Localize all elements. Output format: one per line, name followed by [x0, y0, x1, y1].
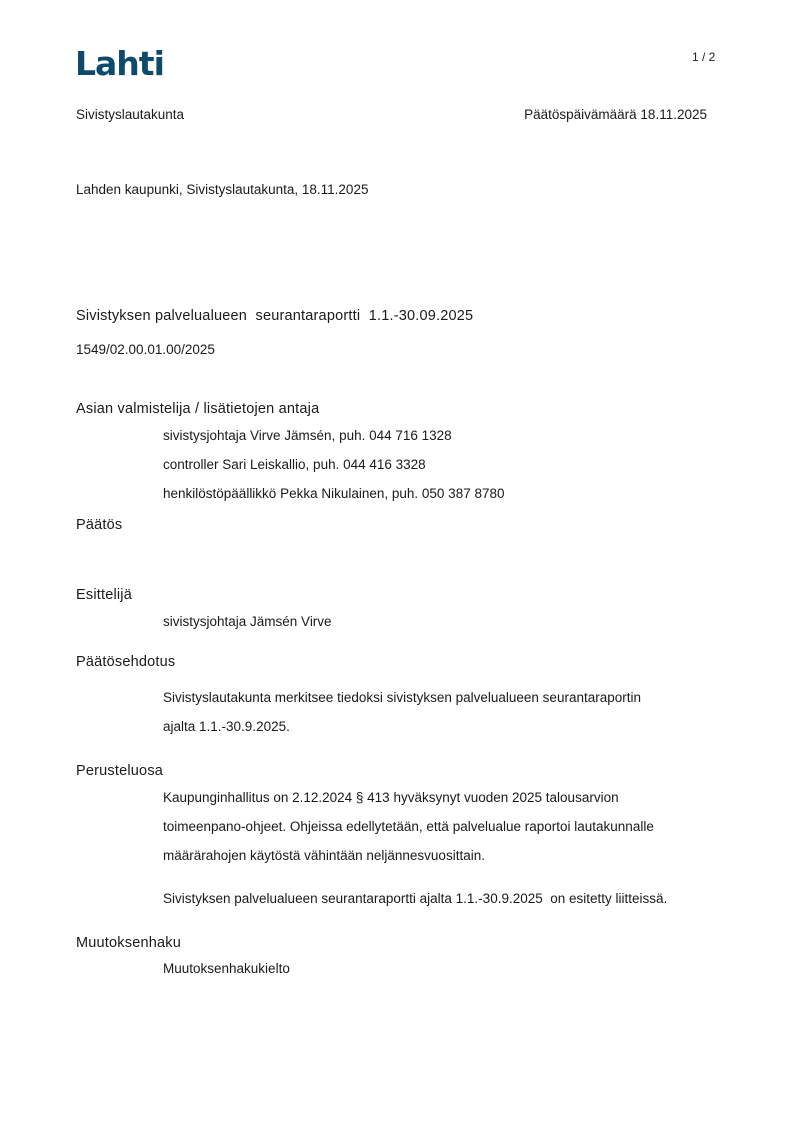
meeting-line: Lahden kaupunki, Sivistyslautakunta, 18.11.2025	[76, 182, 369, 197]
lahti-logo: Lahti	[75, 44, 164, 83]
document-title: Sivistyksen palvelualueen seurantaraportti 1.1.-30.09.2025	[76, 308, 474, 324]
rationale-paragraph: Sivistyksen palvelualueen seurantaraportti ajalta 1.1.-30.9.2025 on esitetty liitteissä.	[163, 891, 668, 906]
preparer-item: controller Sari Leiskallio, puh. 044 416 3328	[163, 457, 426, 472]
decision-date: Päätöspäivämäärä 18.11.2025	[524, 107, 707, 122]
proposal-line: ajalta 1.1.-30.9.2025.	[163, 719, 290, 734]
preparers-heading: Asian valmistelija / lisätietojen antaja	[76, 401, 320, 417]
record-number: 1549/02.00.01.00/2025	[76, 342, 215, 357]
decision-heading: Päätös	[76, 517, 123, 533]
page-number: 1 / 2	[692, 50, 716, 64]
rationale-heading: Perusteluosa	[76, 763, 164, 779]
rationale-line: Kaupunginhallitus on 2.12.2024 § 413 hyväksynyt vuoden 2025 talousarvion	[163, 790, 619, 805]
rationale-line: määrärahojen käytöstä vähintään neljännesvuosittain.	[163, 848, 485, 863]
organ-name: Sivistyslautakunta	[76, 107, 185, 122]
appeal-heading: Muutoksenhaku	[76, 935, 181, 951]
rationale-line: toimeenpano-ohjeet. Ohjeissa edellytetään, että palvelualue raportoi lautakunnalle	[163, 819, 654, 834]
appeal-value: Muutoksenhakukielto	[163, 961, 290, 976]
preparer-item: sivistysjohtaja Virve Jämsén, puh. 044 716 1328	[163, 428, 452, 443]
presenter-value: sivistysjohtaja Jämsén Virve	[163, 614, 332, 629]
proposal-heading: Päätösehdotus	[76, 654, 176, 670]
proposal-line: Sivistyslautakunta merkitsee tiedoksi sivistyksen palvelualueen seurantaraportin	[163, 690, 641, 705]
preparer-item: henkilöstöpäällikkö Pekka Nikulainen, puh. 050 387 8780	[163, 486, 505, 501]
presenter-heading: Esittelijä	[76, 587, 132, 603]
